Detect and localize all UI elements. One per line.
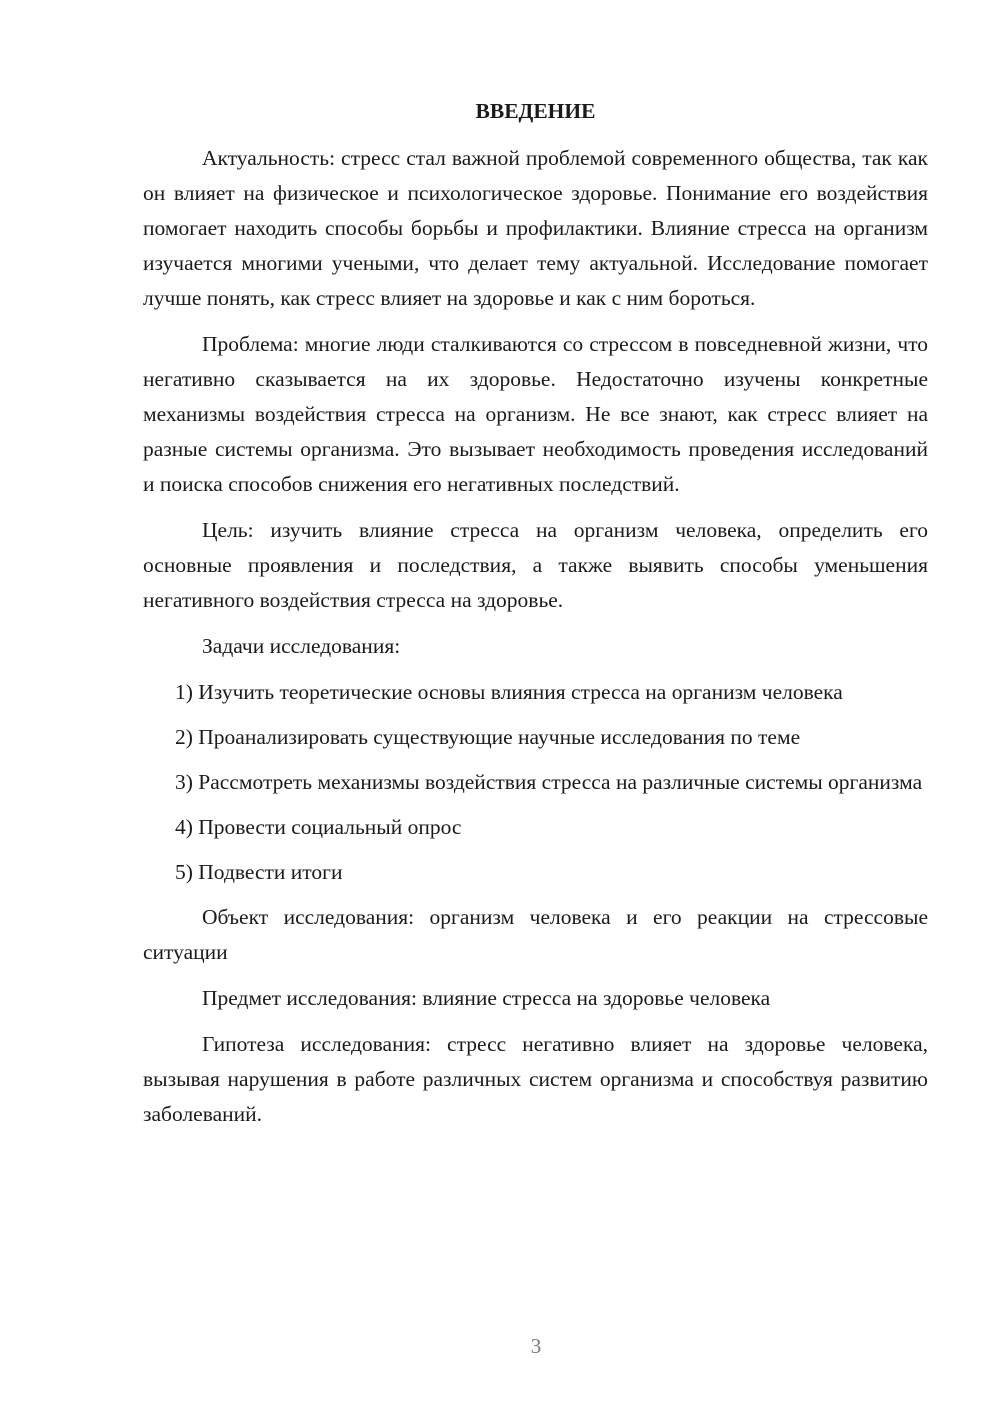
hypothesis-paragraph: Гипотеза исследования: стресс негативно влияет на здоровье человека, вызывая нарушения в работе различных систем организма и способствуя развитию заболеваний. [143, 1032, 928, 1126]
relevance-paragraph: Актуальность: стресс стал важной проблемой современного общества, так как он влияет на физическое и психологическое здоровье. Понимание его воздействия помогает находить способы борьбы и профилактики. Влияние стресса на организм изучается многими учеными, что делает тему актуальной. Исследование помогает лучше понять, как стресс влияет на здоровье и как с ним бороться. [143, 146, 928, 310]
goal-paragraph: Цель: изучить влияние стресса на организм человека, определить его основные проявления и последствия, а также выявить способы уменьшения негативного воздействия стресса на здоровье. [143, 518, 928, 612]
task-item-2: 2) Проанализировать существующие научные исследования по теме [175, 725, 801, 749]
section-title: ВВЕДЕНИЕ [475, 99, 596, 123]
task-item-3: 3) Рассмотреть механизмы воздействия стресса на различные системы организма [175, 770, 923, 794]
tasks-heading: Задачи исследования: [202, 634, 401, 658]
page-number: 3 [530, 1334, 542, 1358]
task-item-1: 1) Изучить теоретические основы влияния стресса на организм человека [175, 680, 843, 704]
task-item-4: 4) Провести социальный опрос [175, 815, 462, 839]
task-item-5: 5) Подвести итоги [175, 860, 343, 884]
object-paragraph: Объект исследования: организм человека и его реакции на стрессовые ситуации [143, 905, 928, 964]
page-content [143, 94, 928, 1143]
subject-paragraph: Предмет исследования: влияние стресса на здоровье человека [202, 986, 771, 1010]
problem-paragraph: Проблема: многие люди сталкиваются со стрессом в повседневной жизни, что негативно сказывается на их здоровье. Недостаточно изучены конкретные механизмы воздействия стресса на организм. Не все знают, как стресс влияет на разные системы организма. Это вызывает необходимость проведения исследований и поиска способов снижения его негативных последствий. [143, 332, 928, 496]
